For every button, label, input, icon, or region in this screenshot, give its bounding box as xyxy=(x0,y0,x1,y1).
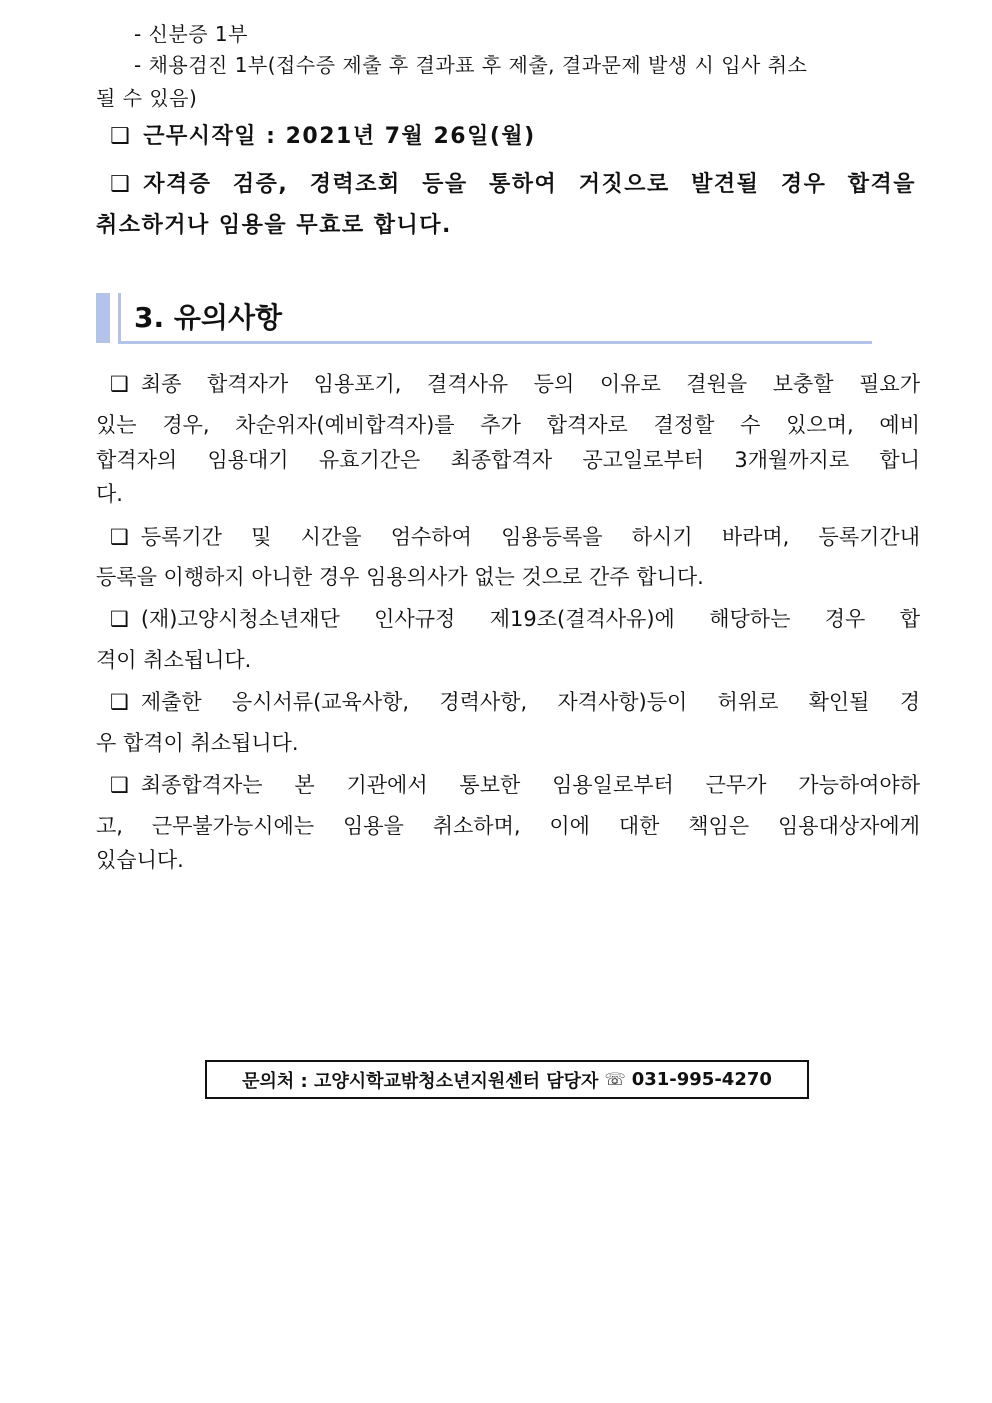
note-1-line-4: 다. xyxy=(96,482,123,506)
doc-item-id: - 신분증 1부 xyxy=(134,22,248,46)
note-4-line-2: 우 합격이 취소됩니다. xyxy=(96,731,299,755)
contact-box xyxy=(205,1060,809,1099)
note-2-line-2: 등록을 이행하지 아니한 경우 임용의사가 없는 것으로 간주 합니다. xyxy=(96,565,704,589)
section-title: 3. 유의사항 xyxy=(134,301,283,334)
note-2-line-1: ❑ 등록기간 및 시간을 엄수하여 임용등록을 하시기 바라며, 등록기간내 xyxy=(110,525,920,549)
checkbox-square-icon: ❑ xyxy=(110,172,132,197)
note-3-line-1: ❑ (재)고양시청소년재단 인사규정 제19조(결격사유)에 해당하는 경우 합 xyxy=(110,607,920,631)
checkbox-square-icon: ❑ xyxy=(110,525,129,549)
note-1-line-2: 있는 경우, 차순위자(예비합격자)를 추가 합격자로 결정할 수 있으며, 예비 xyxy=(96,413,920,437)
contact-phone: 031-995-4270 xyxy=(631,1069,772,1090)
verify-line-2: 취소하거나 임용을 무효로 합니다. xyxy=(96,213,452,238)
checkbox-square-icon: ❑ xyxy=(110,690,129,714)
note-5-line-1: ❑ 최종합격자는 본 기관에서 통보한 임용일로부터 근무가 가능하여야하 xyxy=(110,773,920,797)
verify-line-1: ❑ 자격증 검증, 경력조회 등을 통하여 거짓으로 발견될 경우 합격을 xyxy=(110,172,916,197)
checkbox-square-icon: ❑ xyxy=(110,607,129,631)
checkbox-square-icon: ❑ xyxy=(110,372,129,396)
note-3-line-2: 격이 취소됩니다. xyxy=(96,648,252,672)
doc-item-medical: - 채용검진 1부(접수증 제출 후 결과표 후 제출, 결과문제 발생 시 입사 취소 xyxy=(134,53,808,77)
checkbox-square-icon: ❑ xyxy=(110,773,129,797)
section-accent-bar xyxy=(96,293,110,343)
note-5-line-2: 고, 근무불가능시에는 임용을 취소하며, 이에 대한 책임은 임용대상자에게 xyxy=(96,814,920,838)
work-start-line xyxy=(110,123,536,151)
note-1-line-1: ❑ 최종 합격자가 임용포기, 결격사유 등의 이유로 결원을 보충할 필요가 xyxy=(110,372,920,396)
section-underline xyxy=(118,341,872,344)
contact-label: 문의처 : 고양시학교밖청소년지원센터 담당자 xyxy=(242,1070,599,1092)
doc-item-medical-cont: 될 수 있음) xyxy=(96,86,198,110)
note-5-line-3: 있습니다. xyxy=(96,848,184,872)
checkbox-square-icon: ❑ xyxy=(110,124,132,149)
section-divider-vertical xyxy=(118,293,121,344)
note-4-line-1: ❑ 제출한 응시서류(교육사항, 경력사항, 자격사항)등이 허위로 확인될 경 xyxy=(110,690,920,714)
note-1-line-3: 합격자의 임용대기 유효기간은 최종합격자 공고일로부터 3개월까지로 합니 xyxy=(96,448,920,472)
work-start-text: 근무시작일 : 2021년 7월 26일(월) xyxy=(143,124,536,149)
phone-icon: ☏ xyxy=(604,1069,626,1090)
